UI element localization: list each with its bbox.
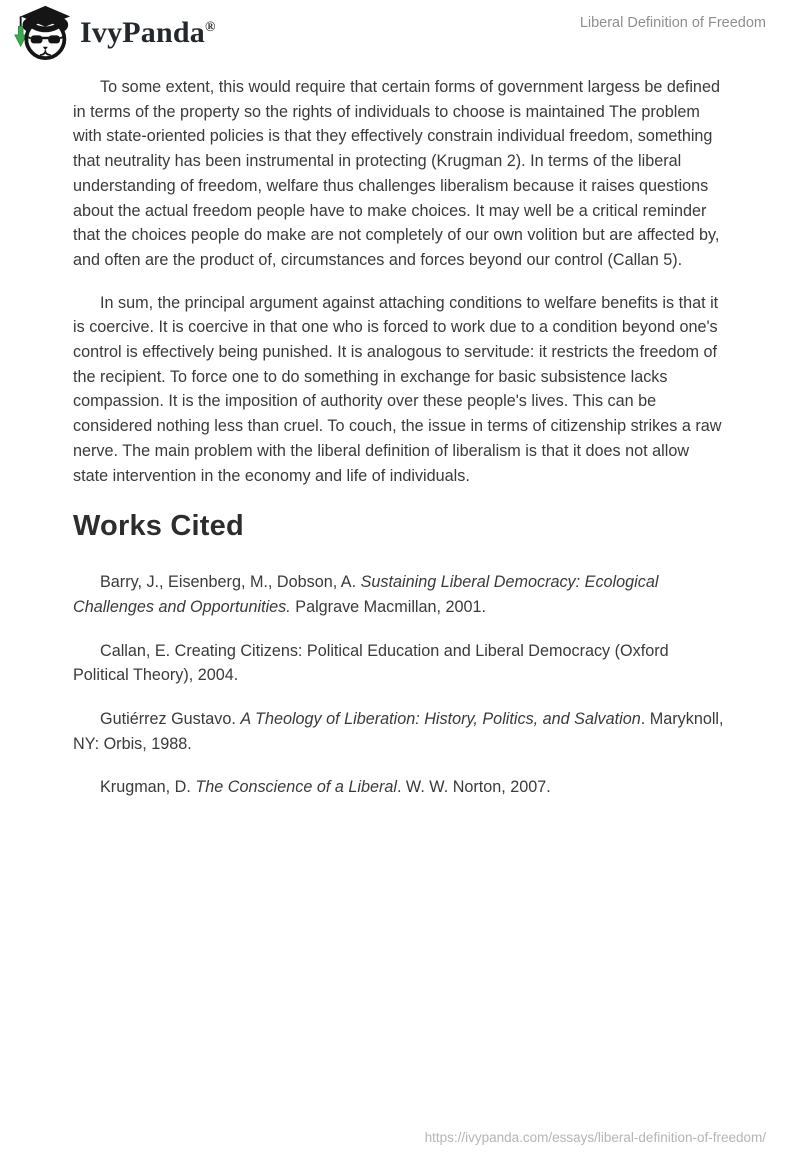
- page-header: [0, 0, 800, 61]
- brand-logo: [14, 4, 216, 61]
- citation-entry-4: [73, 775, 727, 800]
- works-cited-heading: Works Cited: [73, 510, 244, 543]
- registered-trademark-symbol: ®: [204, 19, 216, 35]
- page-footer: [425, 1129, 766, 1147]
- brand-name-text: IvyPanda: [80, 15, 205, 49]
- citation-title-italic: The Conscience of a Liberal: [195, 778, 397, 797]
- citation-text: . Maryknoll, NY: Orbis, 1988.: [73, 710, 724, 753]
- essay-paragraph-1: To some extent, this would require that certain forms of government largess be defined in terms of the property so the rights of individuals to choose is maintained The problem with state-oriented policies is that they effectively constrain individual freedom, something that neutrality has been instrumental in protecting (Krugman 2). In terms of the liberal understanding of freedom, welfare thus challenges liberalism because it raises questions about the actual freedom people have to make choices. It may well be a critical reminder that the choices people do make are not completely of our own volition but are affected by, and often are the product of, circumstances and forces beyond our control (Callan 5).: [73, 78, 720, 269]
- citation-text: Krugman, D.: [100, 778, 196, 797]
- citation-text: . W. W. Norton, 2007.: [396, 778, 551, 797]
- ivypanda-panda-graduate-icon: [14, 4, 71, 61]
- citation-title-italic: Sustaining Liberal Democracy: Ecological Challenges and Opportunities.: [73, 573, 659, 616]
- citation-title-italic: A Theology of Liberation: History, Politics, and Salvation: [240, 710, 641, 729]
- citation-entry-2: [73, 639, 727, 688]
- citation-entry-3: [73, 707, 727, 756]
- citation-text: Gutiérrez Gustavo.: [100, 710, 241, 729]
- document-title: Liberal Definition of Freedom: [579, 15, 766, 31]
- citation-entry-1: [73, 570, 727, 619]
- source-url: https://ivypanda.com/essays/liberal-definition-of-freedom/: [424, 1130, 766, 1145]
- essay-content: [73, 75, 727, 800]
- brand-name: [80, 15, 216, 49]
- citation-text: Callan, E. Creating Citizens: Political Education and Liberal Democracy (Oxford Political Theory), 2004.: [73, 641, 669, 685]
- citation-text: Barry, J., Eisenberg, M., Dobson, A.: [100, 573, 361, 592]
- citation-text: Palgrave Macmillan, 2001.: [290, 597, 487, 616]
- essay-paragraph-2: In sum, the principal argument against attaching conditions to welfare benefits is that it is coercive. It is coercive in that one who is forced to work due to a condition beyond one's control is effectively being punished. It is analogous to servitude: it restricts the freedom of the recipient. To force one to do something in exchange for basic subsistence lacks compassion. It is the imposition of authority over these people's lives. This can be considered nothing less than cruel. To couch, the issue in terms of citizenship strikes a raw nerve. The main problem with the liberal definition of liberalism is that it does not allow state intervention in the economy and life of individuals.: [73, 293, 722, 485]
